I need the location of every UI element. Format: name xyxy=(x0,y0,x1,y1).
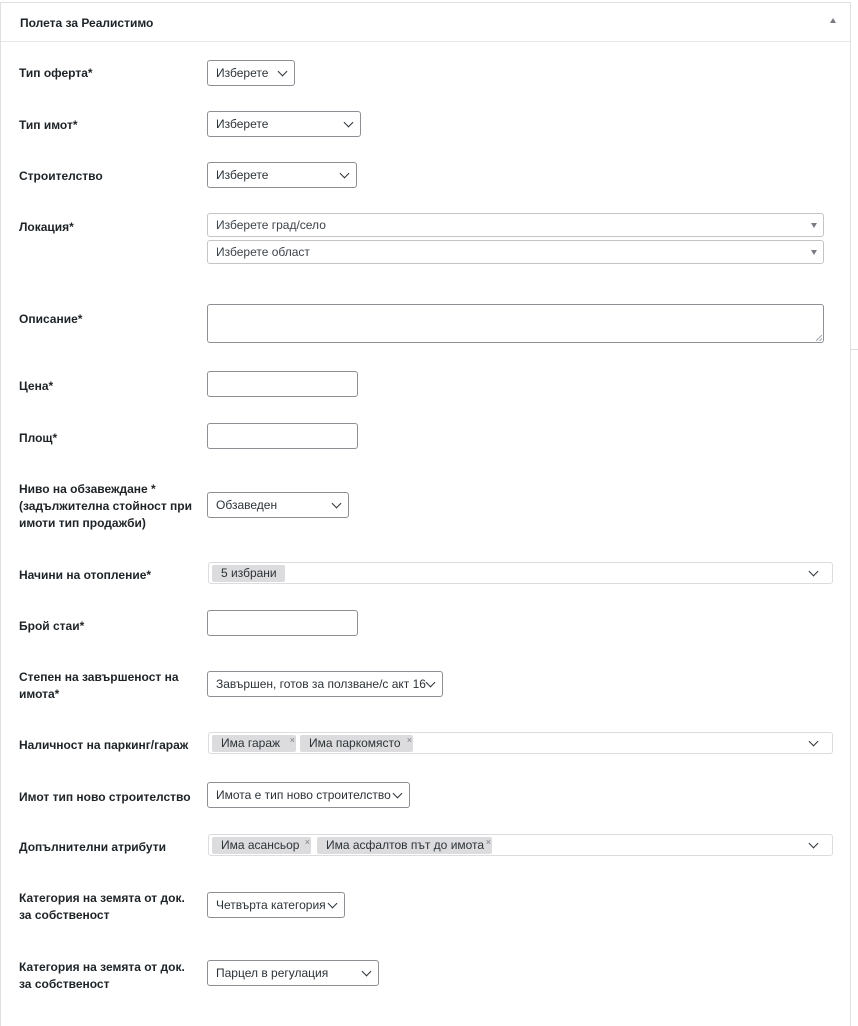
chevron-down-icon xyxy=(328,899,338,909)
caret-down-icon xyxy=(811,223,817,228)
heating-multiselect[interactable] xyxy=(208,562,833,584)
land-category-2-select[interactable] xyxy=(207,960,379,986)
property-type-value: Изберете xyxy=(216,117,269,131)
city-placeholder: Изберете град/село xyxy=(216,218,326,232)
city-select[interactable] xyxy=(207,213,824,237)
property-type-label: Тип имот* xyxy=(19,118,78,132)
completion-label-line2: имота* xyxy=(19,687,60,701)
parking-tag-spot-text: Има паркомясто xyxy=(309,736,401,750)
chevron-down-icon xyxy=(426,678,436,688)
chevron-down-icon xyxy=(809,737,819,747)
new-construction-value: Имота е тип ново строителство xyxy=(216,788,391,802)
parking-label: Наличност на паркинг/гараж xyxy=(19,738,189,752)
region-placeholder: Изберете област xyxy=(216,245,310,259)
completion-select[interactable] xyxy=(207,671,443,697)
construction-label: Строителство xyxy=(19,169,103,183)
area-label: Площ* xyxy=(19,431,58,445)
furnishing-value: Обзаведен xyxy=(216,498,278,512)
attr-tag-road xyxy=(317,837,492,854)
extra-attributes-multiselect[interactable] xyxy=(208,834,833,856)
attr-tag-road-text: Има асфалтов път до имота xyxy=(326,838,485,852)
completion-value: Завършен, готов за ползване/с акт 16 xyxy=(216,677,426,691)
chevron-down-icon xyxy=(809,567,819,577)
collapse-arrow-icon[interactable] xyxy=(830,18,836,23)
parking-multiselect[interactable] xyxy=(208,732,833,754)
chevron-down-icon xyxy=(278,67,288,77)
construction-select[interactable] xyxy=(207,162,357,188)
offer-type-label: Тип оферта* xyxy=(19,66,93,80)
parking-tag-garage-text: Има гараж xyxy=(221,736,281,750)
right-edge-strip xyxy=(851,0,858,1024)
description-textarea[interactable] xyxy=(207,304,824,343)
extra-attributes-label: Допълнителни атрибути xyxy=(19,840,166,854)
land-category-1-select[interactable] xyxy=(207,892,345,918)
furnishing-label-line2: (задължителна стойност при xyxy=(19,499,192,513)
remove-tag-icon[interactable]: × xyxy=(485,837,491,847)
rooms-label: Брой стаи* xyxy=(19,619,85,633)
land-category-2-label xyxy=(19,959,185,993)
offer-type-value: Изберете xyxy=(216,66,269,80)
attr-tag-elevator-text: Има асансьор xyxy=(221,838,300,852)
panel-header[interactable] xyxy=(1,3,850,42)
chevron-down-icon xyxy=(340,169,350,179)
rooms-input[interactable] xyxy=(207,610,358,636)
attr-tag-elevator xyxy=(212,837,311,854)
furnishing-label-line3: имоти тип продажби) xyxy=(19,516,146,530)
caret-down-icon xyxy=(811,250,817,255)
heating-count-text: 5 избрани xyxy=(221,566,277,580)
parking-tag-garage xyxy=(212,735,296,752)
construction-value: Изберете xyxy=(216,168,269,182)
parking-tag-spot xyxy=(300,735,413,752)
remove-tag-icon[interactable]: × xyxy=(406,735,412,745)
remove-tag-icon[interactable]: × xyxy=(289,735,295,745)
price-label: Цена* xyxy=(19,379,54,393)
completion-label-line1: Степен на завършеност на xyxy=(19,670,179,684)
location-label: Локация* xyxy=(19,220,74,234)
new-construction-label: Имот тип ново строителство xyxy=(19,790,191,804)
land-category-1-value: Четвърта категория xyxy=(216,898,326,912)
heating-count-tag xyxy=(212,565,285,582)
resize-grip-icon[interactable] xyxy=(816,335,822,341)
chevron-down-icon xyxy=(809,839,819,849)
property-type-select[interactable] xyxy=(207,111,361,137)
chevron-down-icon xyxy=(362,967,372,977)
offer-type-select[interactable] xyxy=(207,60,295,86)
description-label: Описание* xyxy=(19,312,83,326)
area-input[interactable] xyxy=(207,423,358,449)
land-category-2-value: Парцел в регулация xyxy=(216,966,329,980)
furnishing-label-line1: Ниво на обзавеждане * xyxy=(19,482,156,496)
furnishing-select[interactable] xyxy=(207,492,349,518)
new-construction-select[interactable] xyxy=(207,782,410,808)
land-category-1-label-line2: за собственост xyxy=(19,908,110,922)
price-input[interactable] xyxy=(207,371,358,397)
remove-tag-icon[interactable]: × xyxy=(304,837,310,847)
chevron-down-icon xyxy=(332,499,342,509)
land-category-1-label xyxy=(19,890,185,924)
completion-label xyxy=(19,669,179,703)
heating-label: Начини на отопление* xyxy=(19,568,152,582)
chevron-down-icon xyxy=(393,789,403,799)
land-category-2-label-line1: Категория на земята от док. xyxy=(19,960,185,974)
land-category-2-label-line2: за собственост xyxy=(19,977,110,991)
chevron-down-icon xyxy=(344,118,354,128)
region-select[interactable] xyxy=(207,240,824,264)
panel-title: Полета за Реалистимо xyxy=(20,16,154,30)
land-category-1-label-line1: Категория на земята от док. xyxy=(19,891,185,905)
furnishing-label xyxy=(19,481,192,532)
